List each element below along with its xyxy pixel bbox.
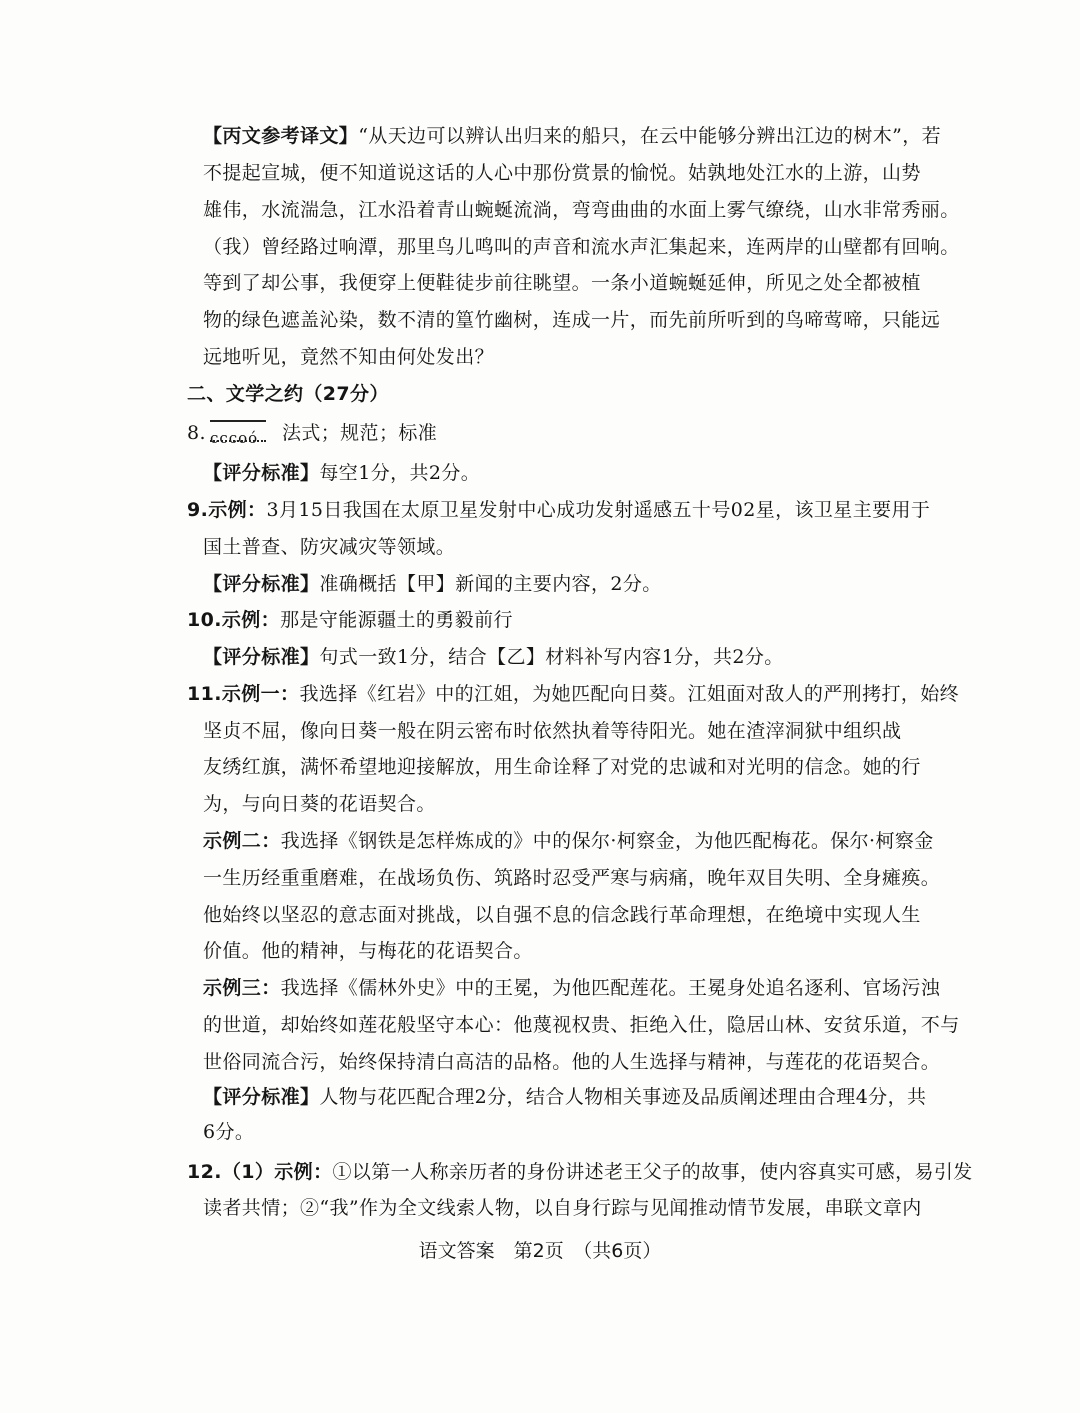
example-3-line-1 [203,976,940,1000]
text: 雄伟，水流湍急，江水沿着青山蜿蜒流淌，弯弯曲曲的水面上雾气缭绕，山水非常秀丽。 [203,199,960,221]
example-3-line-2 [203,1013,960,1037]
text: ①以第一人称亲历者的身份讲述老王父子的故事，使内容真实可感，易引发 [332,1161,973,1183]
question-10 [187,608,513,632]
text: 每空1分，共2分。 [319,462,481,484]
translation-line-2 [203,161,921,185]
text: 读者共情；②“我”作为全文线索人物，以自身行踪与见闻推动情节发展，串联文章内 [203,1197,922,1219]
translation-line-3 [203,198,960,222]
example-label: 示例三： [203,977,281,999]
dotted-underline [210,440,266,442]
text: 不提起宣城，便不知道说这话的人心中那份赏景的愉悦。姑孰地处江水的上游，山势 [203,162,921,184]
answer-text: 法式；规范；标准 [281,422,438,444]
mark-text: cccoó [209,429,259,447]
text: 我选择《红岩》中的江姐，为她匹配向日葵。江姐面对敌人的严刑拷打，始终 [299,683,960,705]
q11-scoring-line-1 [203,1085,926,1109]
example-label: 12.（1）示例： [187,1161,333,1183]
question-12-line-1 [187,1160,973,1184]
q10-scoring [203,645,784,669]
text: 我选择《钢铁是怎样炼成的》中的保尔·柯察金，为他匹配梅花。保尔·柯察金 [280,830,934,852]
example-2-line-1 [203,829,934,853]
example-label: 10.示例： [187,609,281,631]
question-9-line-1 [187,498,930,522]
example-3-line-3 [203,1050,940,1074]
question-9-line-2 [203,535,455,559]
page-footer: 语文答案 第2页 （共6页） [418,1240,662,1262]
text: 那是守能源疆土的勇毅前行 [280,609,513,631]
question-12-line-2 [203,1196,922,1220]
text: 我选择《儒林外史》中的王冕，为他匹配莲花。王冕身处追名逐利、官场污浊 [280,977,941,999]
scoring-label: 【评分标准】 [203,646,320,668]
text: 坚贞不屈，像向日葵一般在阴云密布时依然执着等待阳光。她在渣滓洞狱中组织战 [203,720,902,742]
text: 友绣红旗，满怀希望地迎接解放，用生命诠释了对党的忠诚和对光明的信念。她的行 [203,756,921,778]
q11-scoring-line-2 [203,1120,254,1144]
translation-heading: 【丙文参考译文】 [203,125,359,147]
example-2-line-4 [203,939,533,963]
handwritten-mark [208,424,266,447]
translation-line-5 [203,271,921,295]
example-label: 11.示例一： [187,683,300,705]
question-11-line-1 [187,682,959,706]
text: 句式一致1分，结合【乙】材料补写内容1分，共2分。 [319,646,784,668]
example-2-line-2 [203,866,940,890]
text: 远地听见，竟然不知由何处发出？ [203,346,495,368]
text: 国土普查、防灾减灾等领域。 [203,536,456,558]
translation-line-7 [203,345,494,369]
text: 为，与向日葵的花语契合。 [203,793,436,815]
scoring-label: 【评分标准】 [203,462,320,484]
text: 他始终以坚忍的意志面对挑战，以自强不息的信念践行革命理想，在绝境中实现人生 [203,904,921,926]
example-label: 9.示例： [187,499,267,521]
text: 的世道，却始终如莲花般坚守本心：他蔑视权贵、拒绝入仕，隐居山林、安贫乐道，不与 [203,1014,960,1036]
example-2-line-3 [203,903,921,927]
text: 价值。他的精神，与梅花的花语契合。 [203,940,533,962]
question-11-line-2 [203,719,901,743]
text: （我）曾经路过响潭，那里鸟儿鸣叫的声音和流水声汇集起来，连两岸的山壁都有回响。 [203,236,960,258]
scoring-label: 【评分标准】 [203,573,320,595]
translation-line-4 [203,235,960,259]
question-11-line-4 [203,792,436,816]
text: 物的绿色遮盖沁染，数不清的篁竹幽树，连成一片，而先前所听到的鸟啼莺啼，只能远 [203,309,941,331]
q9-scoring [203,572,662,596]
text: 准确概括【甲】新闻的主要内容，2分。 [319,573,662,595]
overline [210,420,266,422]
example-label: 示例二： [203,830,281,852]
text: 人物与花匹配合理2分，结合人物相关事迹及品质阐述理由合理4分，共 [319,1086,927,1108]
translation-line-1 [203,124,941,148]
text: “从天边可以辨认出归来的船只，在云中能够分辨出江边的树木”，若 [358,125,942,147]
section-heading [187,382,389,406]
q8-scoring [203,461,480,485]
text: 一生历经重重磨难，在战场负伤、筑路时忍受严寒与病痛，晚年双目失明、全身瘫痪。 [203,867,941,889]
section-title: 二、文学之约（27分） [187,383,389,405]
translation-line-6 [203,308,940,332]
question-8 [187,421,437,445]
text: 3月15日我国在太原卫星发射中心成功发射遥感五十号02星，该卫星主要用于 [266,499,931,521]
text: 等到了却公事，我便穿上便鞋徒步前往眺望。一条小道蜿蜒延伸，所见之处全都被植 [203,272,921,294]
question-11-line-3 [203,755,921,779]
question-number: 8. [187,422,206,444]
text: 6分。 [203,1121,255,1143]
scoring-label: 【评分标准】 [203,1086,320,1108]
text: 世俗同流合污，始终保持清白高洁的品格。他的人生选择与精神，与莲花的花语契合。 [203,1051,941,1073]
